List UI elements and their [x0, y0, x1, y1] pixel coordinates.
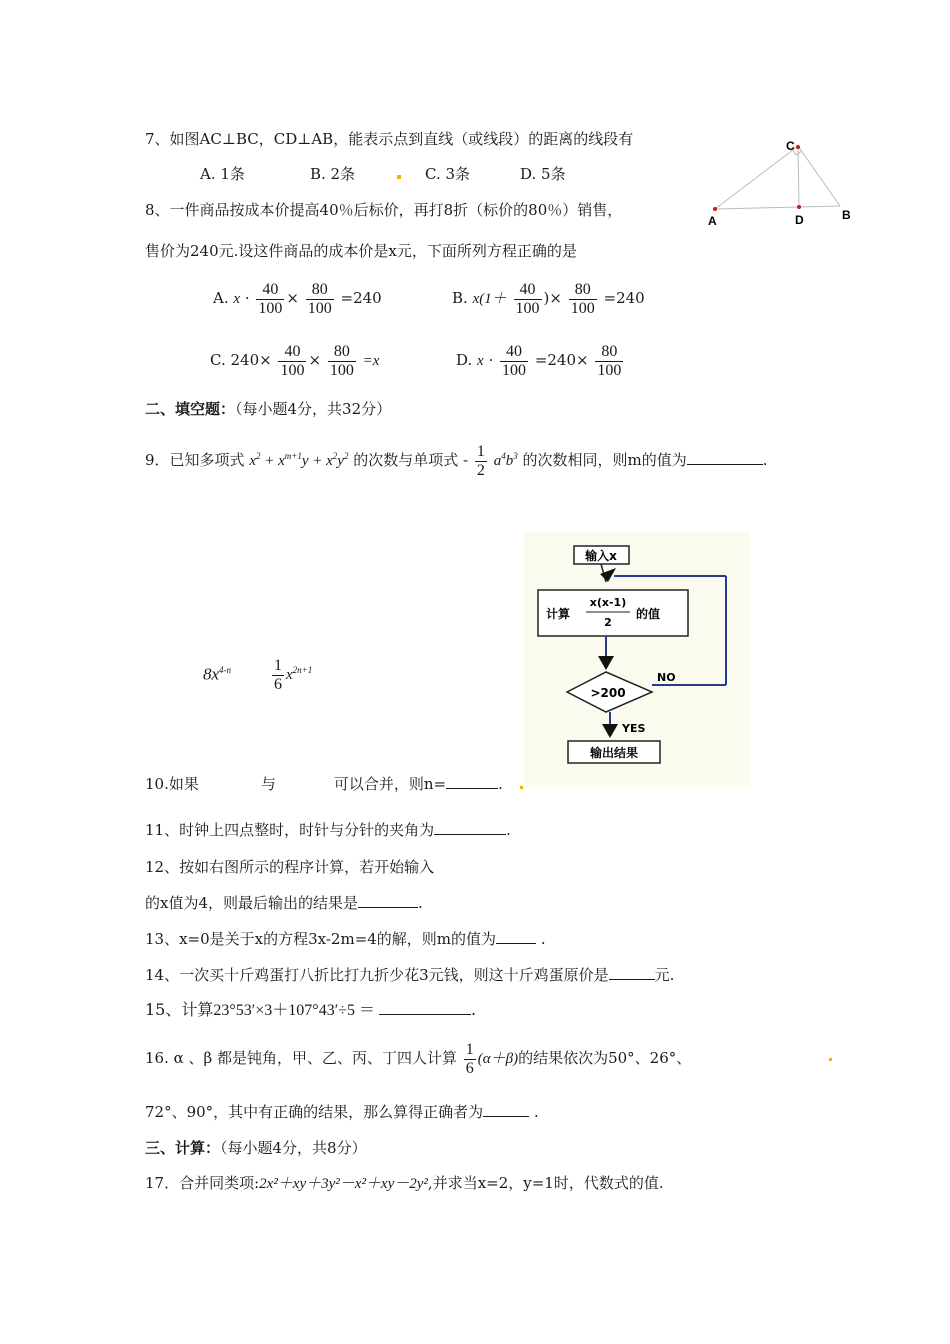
section3-heading: 三、计算：（每小题4分，共8分） [145, 1139, 367, 1157]
q7-option-b: B. 2条 [310, 165, 356, 183]
stray-mark [520, 786, 523, 789]
q12-answer-blank [358, 893, 418, 908]
q8-option-d: D. x · $\frac{40}{100}$ =240× $\frac{80}{100}$ [456, 342, 622, 379]
q16-answer-blank [483, 1102, 529, 1117]
q10: 10.如果 与 可以合并，则n= . [145, 775, 503, 793]
q9-answer-blank [687, 450, 763, 465]
q10-expression-1: $8x^{4-n}$ [203, 664, 232, 684]
flowchart-decision: >200 [590, 686, 626, 700]
flowchart-compute-prefix: 计算 [546, 607, 571, 621]
q14: 14、一次买十斤鸡蛋打八折比打九折少花3元钱，则这十斤鸡蛋原价是 元. [145, 966, 675, 984]
flowchart [524, 532, 750, 787]
q8-stem-line1: 8、一件商品按成本价提高40％后标价，再打8折（标价的80％）销售， [145, 201, 623, 219]
q11-answer-blank [434, 820, 506, 835]
figure-label-c: C [786, 139, 795, 153]
q9: 9．已知多项式 $x^2 + x^{m+1}y + x^2y^2$ 的次数与单项式 - $\frac{1}{2}$ $a^4b^3$ 的次数相同，则m的值为 . [145, 442, 768, 479]
q10-answer-blank [446, 774, 498, 789]
flowchart-yes-label: YES [622, 722, 646, 735]
flowchart-compute-denominator: 2 [604, 616, 612, 629]
q11: 11、时钟上四点整时，时针与分针的夹角为 . [145, 821, 511, 839]
flowchart-no-label: NO [657, 671, 676, 684]
q8-option-a: A. x · $\frac{40}{100}$ × $\frac{80}{100}$ =240 [213, 280, 382, 317]
q16-line1: 16. α 、β 都是钝角，甲、乙、丙、丁四人计算 $\frac{1}{6}$ (α＋β)的结果依次为50°、26°、 [145, 1040, 692, 1077]
q7-option-a: A. 1条 [200, 165, 245, 183]
q15-answer-blank [379, 1000, 471, 1015]
flowchart-input-label: 输入x [585, 549, 617, 563]
figure-label-a: A [708, 214, 717, 228]
figure-label-b: B [842, 208, 851, 222]
flowchart-compute-suffix: 的值 [636, 607, 661, 621]
stray-mark [829, 1058, 832, 1061]
flowchart-output-label: 输出结果 [589, 746, 639, 760]
q12-line1: 12、按如右图所示的程序计算，若开始输入 [145, 858, 435, 876]
q15: 15、计算23°53′×3＋107°43′÷5 ＝ . [145, 1000, 477, 1019]
q10-expression-2: $\frac{1}{6}$ $x^{2n+1}$ [274, 656, 313, 693]
q8-stem-line2: 售价为240元.设这件商品的成本价是x元，下面所列方程正确的是 [145, 242, 577, 260]
section2-heading: 二、填空题：（每小题4分，共32分） [145, 400, 392, 418]
q14-answer-blank [609, 965, 655, 980]
flowchart-compute-numerator: x(x-1) [589, 596, 627, 609]
q13-answer-blank [496, 929, 536, 944]
q16-line2: 72°、90°，其中有正确的结果，那么算得正确者为 . [145, 1103, 539, 1121]
q8-option-b: B. x(1＋ $\frac{40}{100}$ )× $\frac{80}{100}$ =240 [452, 280, 645, 317]
q8-option-c: C. 240× $\frac{40}{100}$ × $\frac{80}{100}$ =x [210, 342, 380, 379]
figure-label-d: D [795, 213, 804, 227]
q7-option-c: C. 3条 [425, 165, 471, 183]
q17: 17．合并同类项:2x²＋xy＋3y²－x²＋xy－2y²,并求当x=2，y=1时，代数式的值. [145, 1174, 664, 1192]
triangle-figure [700, 136, 860, 231]
stray-mark [397, 175, 401, 179]
q7-stem: 7、如图AC⊥BC，CD⊥AB，能表示点到直线（或线段）的距离的线段有 [145, 130, 634, 148]
q7-option-d: D. 5条 [520, 165, 566, 183]
q12-line2: 的x值为4，则最后输出的结果是 . [145, 894, 423, 912]
q13: 13、x=0是关于x的方程3x-2m=4的解，则m的值为 . [145, 930, 546, 948]
